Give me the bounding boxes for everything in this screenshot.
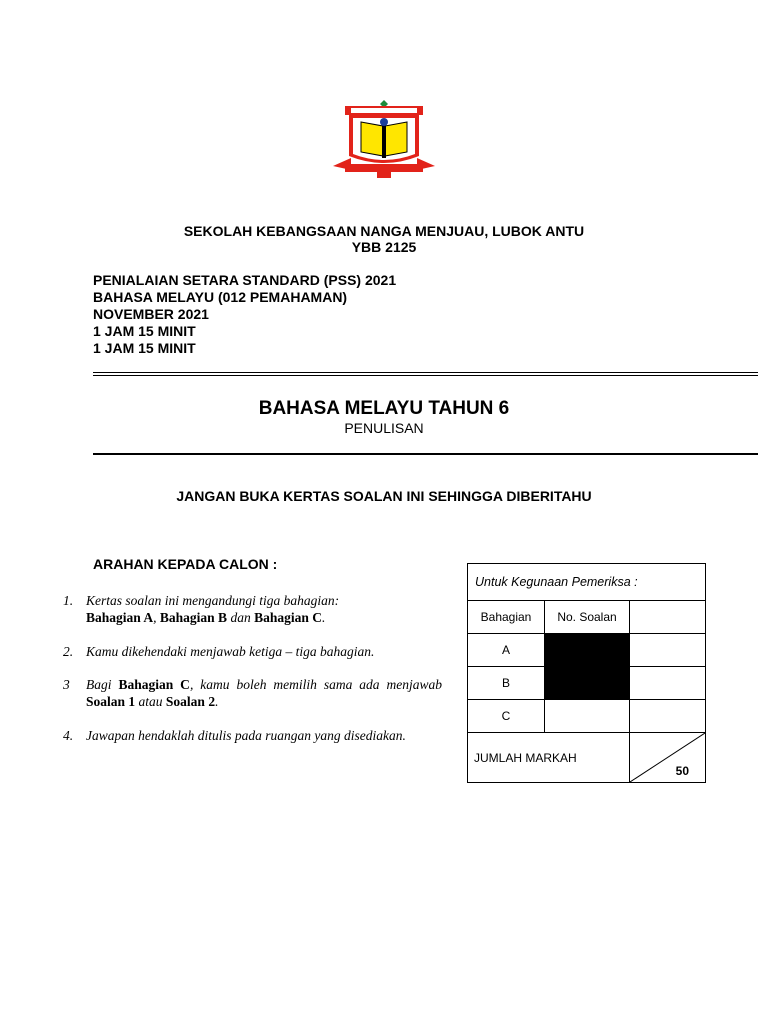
- instructions-heading: ARAHAN KEPADA CALON :: [93, 556, 278, 572]
- blocked-cell: [545, 667, 630, 700]
- exam-info-line: PENIALAIAN SETARA STANDARD (PSS) 2021: [93, 272, 397, 288]
- school-name: SEKOLAH KEBANGSAAN NANGA MENJUAU, LUBOK ANTU: [183, 223, 585, 239]
- blocked-cell: [545, 634, 630, 667]
- examiner-marks-table: [467, 563, 706, 783]
- item-text: Jawapan hendaklah ditulis pada ruangan yang disediakan.: [86, 728, 406, 743]
- item-number: 1.: [63, 593, 74, 608]
- diagonal-divider: [630, 733, 705, 782]
- question-cell: [545, 700, 630, 733]
- instruction-item-3: [86, 676, 442, 710]
- page-title: BAHASA MELAYU TAHUN 6: [258, 398, 510, 419]
- bold-term: Soalan 2: [165, 694, 216, 709]
- page-subtitle: PENULISAN: [344, 420, 424, 436]
- item-text: , kamu boleh memilih sama ada menjawab: [189, 677, 442, 692]
- total-marks-value: 50: [675, 764, 689, 778]
- total-marks-cell: [630, 733, 706, 783]
- header-blank: [630, 601, 706, 634]
- exam-info-line: BAHASA MELAYU (012 PEMAHAMAN): [93, 289, 348, 305]
- item-number: 3: [63, 677, 70, 692]
- divider-top-2: [93, 375, 758, 376]
- marks-cell: [630, 700, 706, 733]
- item-text: Bagi: [86, 677, 119, 692]
- marks-cell: [630, 667, 706, 700]
- divider-title: [93, 453, 758, 455]
- bold-term: Bahagian B: [159, 610, 228, 625]
- instruction-item-2: [86, 643, 442, 660]
- marks-cell: [630, 634, 706, 667]
- item-text: Kertas soalan ini mengandungi tiga bahagian:: [86, 593, 340, 608]
- item-number: 4.: [63, 728, 74, 743]
- item-text: .: [321, 610, 326, 625]
- item-number: 2.: [63, 644, 74, 659]
- bold-term: Bahagian A: [86, 610, 154, 625]
- item-text: atau: [135, 694, 166, 709]
- item-text: ,: [153, 610, 160, 625]
- school-code: YBB 2125: [351, 239, 417, 255]
- exam-info-line: 1 JAM 15 MINIT: [93, 340, 196, 356]
- item-text: dan: [227, 610, 255, 625]
- section-label: B: [468, 667, 545, 700]
- bold-term: Soalan 1: [86, 694, 136, 709]
- bold-term: Bahagian C: [118, 677, 190, 692]
- exam-info: [93, 272, 396, 357]
- warning-text: JANGAN BUKA KERTAS SOALAN INI SEHINGGA DIBERITAHU: [176, 488, 592, 504]
- instruction-item-1: [86, 592, 442, 626]
- instruction-item-4: [86, 727, 442, 744]
- school-crest-logo: [331, 100, 437, 180]
- divider-top-1: [93, 372, 758, 373]
- item-text: .: [215, 694, 219, 709]
- item-text: Kamu dikehendaki menjawab ketiga – tiga bahagian.: [86, 644, 375, 659]
- exam-info-line: NOVEMBER 2021: [93, 306, 209, 322]
- exam-info-line: 1 JAM 15 MINIT: [93, 323, 196, 339]
- section-label: A: [468, 634, 545, 667]
- examiner-caption: Untuk Kegunaan Pemeriksa :: [468, 564, 706, 601]
- section-label: C: [468, 700, 545, 733]
- header-bahagian: Bahagian: [468, 601, 545, 634]
- total-label: JUMLAH MARKAH: [468, 733, 630, 783]
- bold-term: Bahagian C: [254, 610, 322, 625]
- header-no-soalan: No. Soalan: [545, 601, 630, 634]
